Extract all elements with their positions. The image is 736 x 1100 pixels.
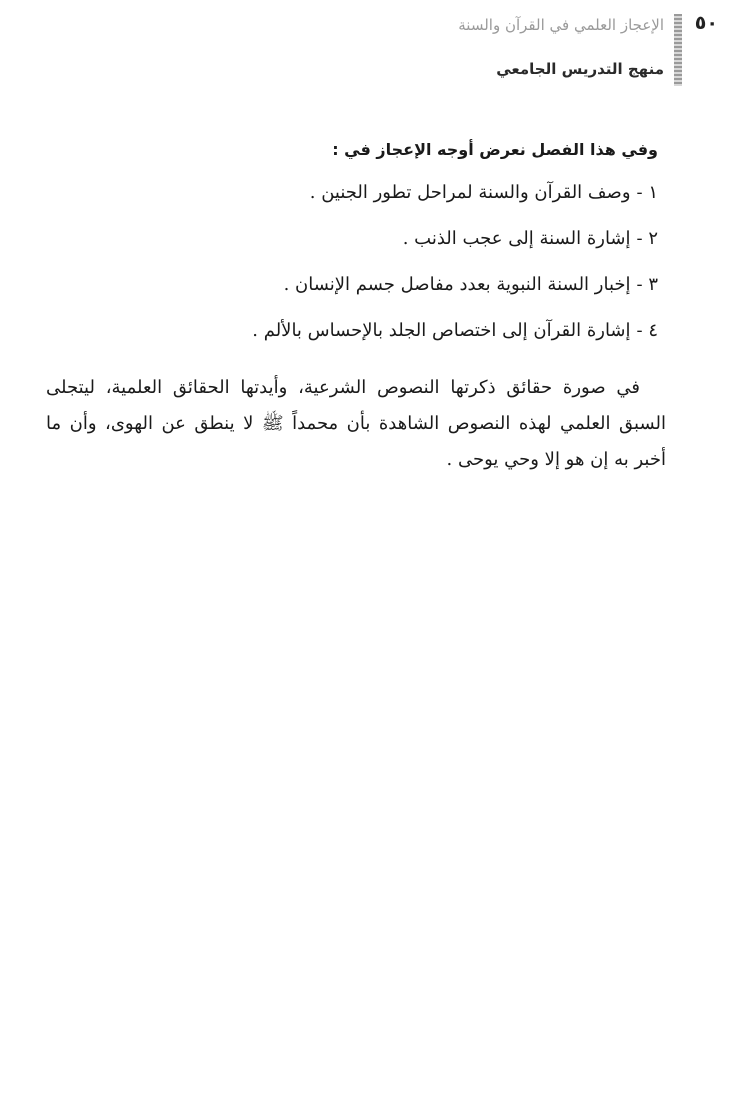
list-item xyxy=(46,223,666,255)
running-title: الإعجاز العلمي في القرآن والسنة xyxy=(458,16,664,34)
aspects-list xyxy=(46,177,666,347)
list-item xyxy=(46,177,666,209)
page-header xyxy=(418,10,718,90)
list-item xyxy=(46,269,666,301)
list-item-text: إخبار السنة النبوية بعدد مفاصل جسم الإنسان . xyxy=(283,274,631,295)
list-item-number: ٣ - xyxy=(636,274,658,295)
body-paragraph: في صورة حقائق ذكرتها النصوص الشرعية، وأيدتها الحقائق العلمية، ليتجلى السبق العلمي لهذه النصوص الشاهدة بأن محمداً ﷺ لا ينطق عن الهوى، وأن ما أخبر به إن هو إلا وحي يوحى . xyxy=(46,377,666,470)
header-decoration xyxy=(674,14,682,86)
running-subtitle: منهج التدريس الجامعي xyxy=(496,60,664,78)
list-item-number: ٢ - xyxy=(636,228,658,249)
section-intro: وفي هذا الفصل نعرض أوجه الإعجاز في : xyxy=(332,140,658,159)
main-content xyxy=(46,140,666,361)
list-item-text: إشارة القرآن إلى اختصاص الجلد بالإحساس بالألم . xyxy=(252,320,631,341)
list-item xyxy=(46,315,666,347)
page-number: ٥٠ xyxy=(694,12,718,34)
list-item-number: ٤ - xyxy=(636,320,658,341)
list-item-text: إشارة السنة إلى عجب الذنب . xyxy=(402,228,631,249)
list-item-number: ١ - xyxy=(636,182,658,203)
list-item-text: وصف القرآن والسنة لمراحل تطور الجنين . xyxy=(309,182,631,203)
